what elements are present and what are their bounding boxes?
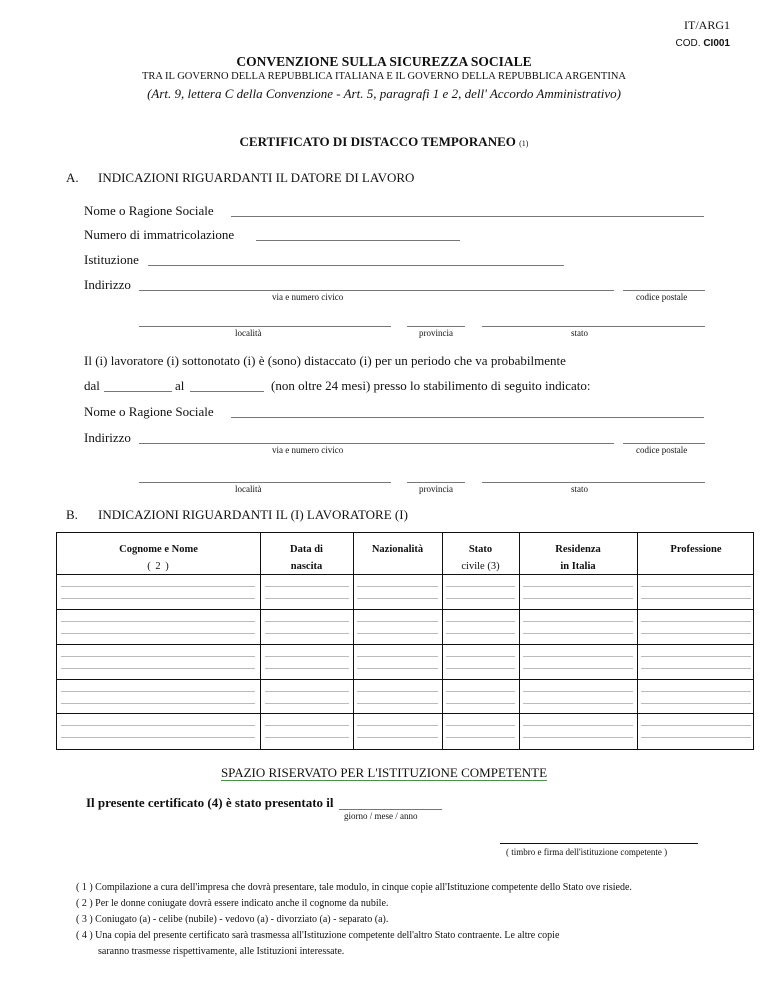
row-divider	[57, 713, 753, 714]
postal-code-caption: codice postale	[636, 292, 688, 302]
cell-fill-line[interactable]	[523, 691, 633, 692]
cell-fill-line[interactable]	[265, 656, 349, 657]
col-header-nationality-line1: Nazionalità	[371, 544, 424, 555]
footnote-1: ( 1 ) Compilazione a cura dell'impresa che dovrà presentare, tale modulo, in cinque copie all'Istituzione competente dello Stato ove risiede.	[76, 882, 632, 893]
from-label: dal	[84, 378, 100, 393]
cell-fill-line[interactable]	[61, 725, 255, 726]
col-header-birthdate	[260, 541, 353, 575]
col-header-civil-status-line1: Stato	[468, 544, 493, 555]
cell-fill-line[interactable]	[641, 656, 751, 657]
city-caption: località	[235, 328, 262, 338]
section-b-heading: INDICAZIONI RIGUARDANTI IL (I) LAVORATORE (I)	[98, 507, 408, 522]
form-code-label: COD.	[675, 38, 701, 49]
cell-fill-line[interactable]	[446, 621, 515, 622]
col-header-birthdate-line1: Data di	[290, 544, 323, 555]
cell-fill-line[interactable]	[446, 668, 515, 669]
col-header-name-line1: Cognome e Nome	[119, 544, 198, 555]
establishment-state-field[interactable]	[482, 482, 705, 483]
form-code-value: CI001	[703, 38, 730, 49]
cell-fill-line[interactable]	[641, 725, 751, 726]
form-code	[676, 38, 730, 49]
row-divider	[57, 679, 753, 680]
postal-code-field[interactable]	[623, 290, 705, 291]
cell-fill-line[interactable]	[523, 586, 633, 587]
cell-fill-line[interactable]	[61, 656, 255, 657]
cell-fill-line[interactable]	[641, 621, 751, 622]
cell-fill-line[interactable]	[357, 725, 438, 726]
establishment-street-field[interactable]	[139, 443, 614, 444]
cell-fill-line[interactable]	[446, 586, 515, 587]
establishment-name-field[interactable]	[231, 417, 704, 418]
certificate-title-text: CERTIFICATO DI DISTACCO TEMPORANEO	[239, 134, 516, 149]
cell-fill-line[interactable]	[265, 725, 349, 726]
cell-fill-line[interactable]	[357, 703, 438, 704]
establishment-address-label: Indirizzo	[84, 430, 131, 445]
cell-fill-line[interactable]	[61, 703, 255, 704]
form-ref: IT/ARG1	[684, 18, 730, 32]
cell-fill-line[interactable]	[523, 703, 633, 704]
registration-number-label: Numero di immatricolazione	[84, 227, 235, 242]
cell-fill-line[interactable]	[61, 633, 255, 634]
establishment-city-field[interactable]	[139, 482, 391, 483]
establishment-province-caption: provincia	[419, 484, 453, 494]
cell-fill-line[interactable]	[357, 586, 438, 587]
cell-fill-line[interactable]	[641, 691, 751, 692]
employer-name-field[interactable]	[231, 216, 704, 217]
cell-fill-line[interactable]	[357, 621, 438, 622]
cell-fill-line[interactable]	[523, 656, 633, 657]
establishment-postal-field[interactable]	[623, 443, 705, 444]
footnote-4: ( 4 ) Una copia del presente certificato sarà trasmessa all'Istituzione competente dell'altro Stato contraente. Le altre copie	[76, 930, 560, 941]
row-divider	[57, 574, 753, 575]
address-label: Indirizzo	[84, 277, 131, 292]
street-caption: via e numero civico	[272, 292, 344, 302]
to-label: al	[175, 378, 185, 393]
to-date-field[interactable]	[190, 391, 264, 392]
cell-fill-line[interactable]	[446, 656, 515, 657]
cell-fill-line[interactable]	[446, 725, 515, 726]
col-header-birthdate-line2: nascita	[290, 561, 323, 572]
cell-fill-line[interactable]	[61, 668, 255, 669]
from-date-field[interactable]	[104, 391, 172, 392]
cell-fill-line[interactable]	[523, 725, 633, 726]
cell-fill-line[interactable]	[641, 668, 751, 669]
cell-fill-line[interactable]	[265, 703, 349, 704]
col-header-name	[57, 541, 260, 575]
cell-fill-line[interactable]	[523, 737, 633, 738]
period-note: (non oltre 24 mesi) presso lo stabilimento di seguito indicato:	[271, 378, 591, 393]
cell-fill-line[interactable]	[265, 586, 349, 587]
cell-fill-line[interactable]	[61, 737, 255, 738]
col-divider	[637, 533, 638, 749]
cell-fill-line[interactable]	[523, 598, 633, 599]
col-header-nationality	[353, 541, 442, 558]
col-divider	[353, 533, 354, 749]
col-header-residence-line1: Residenza	[555, 544, 601, 555]
cell-fill-line[interactable]	[523, 633, 633, 634]
cell-fill-line[interactable]	[641, 586, 751, 587]
reserved-heading: SPAZIO RISERVATO PER L'ISTITUZIONE COMPETENTE	[220, 765, 548, 780]
cell-fill-line[interactable]	[446, 703, 515, 704]
establishment-name-label: Nome o Ragione Sociale	[84, 404, 214, 419]
street-field[interactable]	[139, 290, 614, 291]
cell-fill-line[interactable]	[357, 598, 438, 599]
cell-fill-line[interactable]	[265, 598, 349, 599]
row-divider	[57, 609, 753, 610]
convention-title: CONVENZIONE SULLA SICUREZZA SOCIALE	[236, 54, 532, 69]
cell-fill-line[interactable]	[61, 691, 255, 692]
cell-fill-line[interactable]	[265, 668, 349, 669]
convention-reference: (Art. 9, lettera C della Convenzione - Art. 5, paragrafi 1 e 2, dell' Accordo Amministrativo)	[147, 86, 621, 101]
institution-field[interactable]	[148, 265, 564, 266]
cell-fill-line[interactable]	[446, 633, 515, 634]
stamp-caption: ( timbro e firma dell'istituzione competente )	[506, 847, 668, 857]
reserved-heading-wrap	[0, 765, 768, 781]
footnote-2: ( 2 ) Per le donne coniugate dovrà essere indicato anche il cognome da nubile.	[76, 898, 389, 909]
cell-fill-line[interactable]	[357, 668, 438, 669]
footnote-3: ( 3 ) Coniugato (a) - celibe (nubile) - vedovo (a) - divorziato (a) - separato (a).	[76, 914, 389, 925]
province-caption: provincia	[419, 328, 453, 338]
col-header-residence	[519, 541, 637, 575]
certificate-title	[0, 134, 768, 150]
presented-label: Il presente certificato (4) è stato presentato il	[86, 795, 334, 810]
cell-fill-line[interactable]	[357, 633, 438, 634]
col-header-profession	[637, 541, 755, 558]
cell-fill-line[interactable]	[265, 691, 349, 692]
employer-name-label: Nome o Ragione Sociale	[84, 203, 214, 218]
cell-fill-line[interactable]	[265, 621, 349, 622]
cell-fill-line[interactable]	[641, 703, 751, 704]
date-caption: giorno / mese / anno	[344, 811, 418, 821]
cell-fill-line[interactable]	[265, 633, 349, 634]
province-field[interactable]	[407, 326, 465, 327]
col-header-civil-status	[442, 541, 519, 575]
section-a-letter: A.	[66, 170, 79, 185]
col-header-profession-line1: Professione	[670, 544, 722, 555]
convention-subtitle: TRA IL GOVERNO DELLA REPUBBLICA ITALIANA E IL GOVERNO DELLA REPUBBLICA ARGENTINA	[142, 71, 626, 82]
city-field[interactable]	[139, 326, 391, 327]
row-divider	[57, 644, 753, 645]
registration-number-field[interactable]	[256, 240, 460, 241]
section-b-letter: B.	[66, 507, 78, 522]
cell-fill-line[interactable]	[446, 598, 515, 599]
cell-fill-line[interactable]	[641, 633, 751, 634]
presented-date-field[interactable]	[339, 809, 442, 810]
establishment-state-caption: stato	[571, 484, 588, 494]
section-a-heading: INDICAZIONI RIGUARDANTI IL DATORE DI LAVORO	[98, 170, 415, 185]
cell-fill-line[interactable]	[357, 656, 438, 657]
cell-fill-line[interactable]	[61, 586, 255, 587]
cell-fill-line[interactable]	[446, 691, 515, 692]
cell-fill-line[interactable]	[523, 668, 633, 669]
institution-label: Istituzione	[84, 252, 139, 267]
establishment-province-field[interactable]	[407, 482, 465, 483]
col-header-name-line2: ( 2 )	[147, 561, 170, 572]
certificate-title-note: (1)	[519, 139, 529, 148]
footnote-4-cont: saranno trasmesse rispettivamente, alle Istituzioni interessate.	[98, 946, 345, 957]
stamp-line[interactable]	[500, 843, 698, 844]
establishment-postal-caption: codice postale	[636, 445, 688, 455]
cell-fill-line[interactable]	[357, 737, 438, 738]
cell-fill-line[interactable]	[446, 737, 515, 738]
cell-fill-line[interactable]	[357, 691, 438, 692]
cell-fill-line[interactable]	[641, 737, 751, 738]
cell-fill-line[interactable]	[61, 621, 255, 622]
footnotes	[76, 880, 632, 960]
cell-fill-line[interactable]	[641, 598, 751, 599]
cell-fill-line[interactable]	[61, 598, 255, 599]
state-field[interactable]	[482, 326, 705, 327]
workers-table	[56, 532, 754, 750]
col-header-residence-line2: in Italia	[560, 561, 596, 572]
establishment-city-caption: località	[235, 484, 262, 494]
cell-fill-line[interactable]	[523, 621, 633, 622]
establishment-street-caption: via e numero civico	[272, 445, 344, 455]
col-header-civil-status-line2: civile (3)	[461, 561, 500, 572]
state-caption: stato	[571, 328, 588, 338]
secondment-statement: Il (i) lavoratore (i) sottonotato (i) è (sono) distaccato (i) per un periodo che va probabilmente	[84, 353, 566, 368]
cell-fill-line[interactable]	[265, 737, 349, 738]
